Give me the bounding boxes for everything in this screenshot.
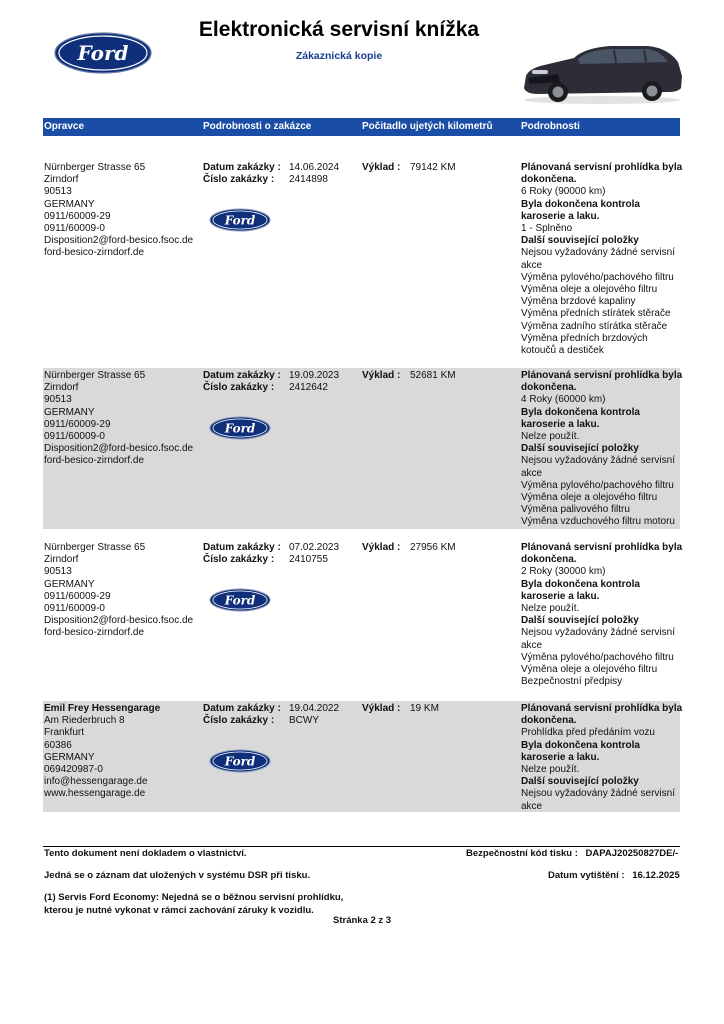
dealer-line: Nürnberger Strasse 65 xyxy=(44,542,146,553)
svg-text:Ford: Ford xyxy=(224,213,256,228)
detail-line: Výměna vzduchového filtru motoru xyxy=(521,516,675,528)
detail-line: karoserie a laku. xyxy=(521,418,600,430)
odometer-info xyxy=(362,370,517,382)
service-record-row xyxy=(43,160,683,360)
order-date: 19.04.2022 xyxy=(289,703,340,714)
order-number: 2412642 xyxy=(289,382,328,394)
odometer-label: Výklad : xyxy=(362,370,401,381)
dealer-info xyxy=(44,162,199,260)
service-details xyxy=(521,542,683,688)
security-code-value: DAPAJ20250827DE/- xyxy=(585,848,679,859)
ford-dealer-logo-icon xyxy=(209,588,271,612)
svg-text:Ford: Ford xyxy=(77,41,129,65)
service-details xyxy=(521,703,683,813)
order-number-label: Číslo zakázky : xyxy=(203,174,275,186)
detail-line: Další související položky xyxy=(521,443,639,455)
detail-line: akce xyxy=(521,259,543,271)
service-details xyxy=(521,162,683,357)
dealer-line: 069420987-0 xyxy=(44,764,103,776)
dealer-info xyxy=(44,703,199,801)
dealer-line: www.hessengarage.de xyxy=(44,788,146,800)
detail-line: Nejsou vyžadovány žádné servisní xyxy=(521,455,675,467)
footer-divider xyxy=(43,846,680,847)
detail-line: Další související položky xyxy=(521,615,639,627)
dealer-line: Zirndorf xyxy=(44,174,79,186)
dealer-line: 90513 xyxy=(44,394,72,406)
dealer-line: Zirndorf xyxy=(44,382,79,394)
odometer-value: 79142 KM xyxy=(410,162,456,173)
detail-line: 2 Roky (30000 km) xyxy=(521,566,606,578)
dealer-line: GERMANY xyxy=(44,751,95,763)
dealer-line: Disposition2@ford-besico.fsoc.de xyxy=(44,443,194,455)
odometer-label: Výklad : xyxy=(362,542,401,553)
detail-line: Byla dokončena kontrola xyxy=(521,578,640,590)
detail-line: dokončena. xyxy=(521,554,577,566)
order-date-label: Datum zakázky : xyxy=(203,542,281,553)
detail-line: karoserie a laku. xyxy=(521,210,600,222)
dealer-line: Frankfurt xyxy=(44,727,85,739)
detail-line: Byla dokončena kontrola xyxy=(521,406,640,418)
dealer-line: Nürnberger Strasse 65 xyxy=(44,162,146,173)
dealer-line: 0911/60009-29 xyxy=(44,418,111,430)
detail-line: Výměna pylového/pachového filtru xyxy=(521,271,674,283)
svg-text:Ford: Ford xyxy=(224,754,256,769)
service-record-row xyxy=(43,701,683,812)
service-record-row xyxy=(43,540,683,690)
detail-line: Plánovaná servisní prohlídka byla xyxy=(521,703,683,714)
detail-line: Prohlídka před předáním vozu xyxy=(521,727,655,739)
order-number: 2410755 xyxy=(289,554,328,566)
detail-line: 1 - Splněno xyxy=(521,223,573,235)
order-number-label: Číslo zakázky : xyxy=(203,382,275,394)
document-header xyxy=(0,0,724,115)
order-number-label: Číslo zakázky : xyxy=(203,715,275,727)
order-date: 14.06.2024 xyxy=(289,162,340,173)
detail-line: Výměna palivového filtru xyxy=(521,504,630,516)
security-code-label: Bezpečnostní kód tisku : xyxy=(466,848,578,859)
dealer-line: 90513 xyxy=(44,186,72,198)
dealer-info xyxy=(44,370,199,468)
detail-line: akce xyxy=(521,800,543,812)
page-title: Elektronická servisní knížka xyxy=(198,18,480,41)
detail-line: 4 Roky (60000 km) xyxy=(521,394,606,406)
order-number: BCWY xyxy=(289,715,319,727)
dealer-line: 0911/60009-29 xyxy=(44,210,111,222)
col-header-repairer: Opravce xyxy=(44,121,85,132)
dealer-line: 0911/60009-29 xyxy=(44,590,111,602)
page-subtitle: Zákaznická kopie xyxy=(295,50,383,62)
dealer-line: Disposition2@ford-besico.fsoc.de xyxy=(44,615,194,627)
footer-record-note: Jedná se o záznam dat uložených v systému DSR při tisku. xyxy=(44,870,311,881)
detail-line: Výměna pylového/pachového filtru xyxy=(521,651,674,663)
ford-dealer-logo-icon xyxy=(209,749,271,773)
dealer-line: GERMANY xyxy=(44,198,95,210)
dealer-line: Nürnberger Strasse 65 xyxy=(44,370,146,381)
print-date xyxy=(548,870,680,881)
dealer-line: Am Riederbruch 8 xyxy=(44,715,125,727)
order-info xyxy=(203,370,358,394)
ford-dealer-logo-icon xyxy=(209,208,271,232)
detail-line: dokončena. xyxy=(521,715,577,727)
odometer-value: 52681 KM xyxy=(410,370,456,381)
detail-line: Další související položky xyxy=(521,235,639,247)
detail-line: Výměna pylového/pachového filtru xyxy=(521,479,674,491)
ford-dealer-logo-icon xyxy=(209,416,271,440)
odometer-info xyxy=(362,703,517,715)
odometer-info xyxy=(362,162,517,174)
col-header-odometer: Počitadlo ujetých kilometrů xyxy=(362,121,493,132)
dealer-line: GERMANY xyxy=(44,578,95,590)
service-details xyxy=(521,370,683,529)
footer-economy-note-2: kterou je nutné vykonat v rámci zachování záruky k vozidlu. xyxy=(44,905,314,916)
detail-line: Plánovaná servisní prohlídka byla xyxy=(521,542,683,553)
dealer-line: info@hessengarage.de xyxy=(44,776,148,788)
service-record-row xyxy=(43,368,683,529)
col-header-order: Podrobnosti o zakázce xyxy=(203,121,312,132)
order-date: 19.09.2023 xyxy=(289,370,340,381)
dealer-line: GERMANY xyxy=(44,406,95,418)
order-date-label: Datum zakázky : xyxy=(203,703,281,714)
dealer-line: ford-besico-zirndorf.de xyxy=(44,247,145,259)
detail-line: Nejsou vyžadovány žádné servisní xyxy=(521,788,675,800)
svg-text:Ford: Ford xyxy=(224,593,256,608)
detail-line: Nelze použít. xyxy=(521,764,580,776)
order-info xyxy=(203,703,358,727)
dealer-line: 0911/60009-0 xyxy=(44,223,105,235)
order-number: 2414898 xyxy=(289,174,328,186)
detail-line: 6 Roky (90000 km) xyxy=(521,186,606,198)
detail-line: Nejsou vyžadovány žádné servisní xyxy=(521,627,675,639)
dealer-line: Disposition2@ford-besico.fsoc.de xyxy=(44,235,194,247)
detail-line: Plánovaná servisní prohlídka byla xyxy=(521,370,683,381)
detail-line: Bezpečnostní předpisy xyxy=(521,676,623,688)
detail-line: akce xyxy=(521,639,543,651)
detail-line: Byla dokončena kontrola xyxy=(521,198,640,210)
dealer-line: ford-besico-zirndorf.de xyxy=(44,627,145,639)
detail-line: Nelze použít. xyxy=(521,603,580,615)
detail-line: Výměna předních brzdových xyxy=(521,332,648,344)
dealer-line: 60386 xyxy=(44,739,72,751)
svg-text:Ford: Ford xyxy=(224,421,256,436)
print-date-label: Datum vytištění : xyxy=(548,870,625,881)
order-date-label: Datum zakázky : xyxy=(203,162,281,173)
dealer-line: 0911/60009-0 xyxy=(44,603,105,615)
page-number: Stránka 2 z 3 xyxy=(333,915,392,926)
odometer-label: Výklad : xyxy=(362,703,401,714)
ford-logo-icon xyxy=(54,32,152,74)
dealer-line: Zirndorf xyxy=(44,554,79,566)
detail-line: Byla dokončena kontrola xyxy=(521,739,640,751)
dealer-info xyxy=(44,542,199,640)
order-date-label: Datum zakázky : xyxy=(203,370,281,381)
odometer-value: 27956 KM xyxy=(410,542,456,553)
detail-line: Výměna oleje a olejového filtru xyxy=(521,492,658,504)
order-info xyxy=(203,162,358,186)
detail-line: Nelze použít. xyxy=(521,431,580,443)
vehicle-image xyxy=(518,38,686,106)
odometer-info xyxy=(362,542,517,554)
detail-line: Plánovaná servisní prohlídka byla xyxy=(521,162,683,173)
order-number-label: Číslo zakázky : xyxy=(203,554,275,566)
detail-line: Výměna brzdové kapaliny xyxy=(521,296,636,308)
detail-line: Výměna zadního stírátka stěrače xyxy=(521,320,668,332)
print-date-value: 16.12.2025 xyxy=(632,870,680,881)
detail-line: Výměna oleje a olejového filtru xyxy=(521,284,658,296)
detail-line: Nejsou vyžadovány žádné servisní xyxy=(521,247,675,259)
footer-disclaimer: Tento dokument není dokladem o vlastnictví. xyxy=(44,848,247,859)
order-date: 07.02.2023 xyxy=(289,542,340,553)
detail-line: dokončena. xyxy=(521,382,577,394)
detail-line: dokončena. xyxy=(521,174,577,186)
footer-economy-note-1: (1) Servis Ford Economy: Nejedná se o běžnou servisní prohlídku, xyxy=(44,892,344,903)
order-info xyxy=(203,542,358,566)
detail-line: Výměna oleje a olejového filtru xyxy=(521,664,658,676)
detail-line: kotoučů a destiček xyxy=(521,345,604,357)
detail-line: karoserie a laku. xyxy=(521,751,600,763)
security-code xyxy=(466,848,678,859)
dealer-line: 0911/60009-0 xyxy=(44,431,105,443)
dealer-line: ford-besico-zirndorf.de xyxy=(44,455,145,467)
detail-line: akce xyxy=(521,467,543,479)
col-header-details: Podrobnosti xyxy=(521,121,580,132)
odometer-label: Výklad : xyxy=(362,162,401,173)
detail-line: Další související položky xyxy=(521,776,639,788)
dealer-line: 90513 xyxy=(44,566,72,578)
detail-line: Výměna předních stírátek stěrače xyxy=(521,308,671,320)
dealer-line: Emil Frey Hessengarage xyxy=(44,703,161,714)
detail-line: karoserie a laku. xyxy=(521,590,600,602)
table-header xyxy=(43,118,680,136)
odometer-value: 19 KM xyxy=(410,703,439,714)
